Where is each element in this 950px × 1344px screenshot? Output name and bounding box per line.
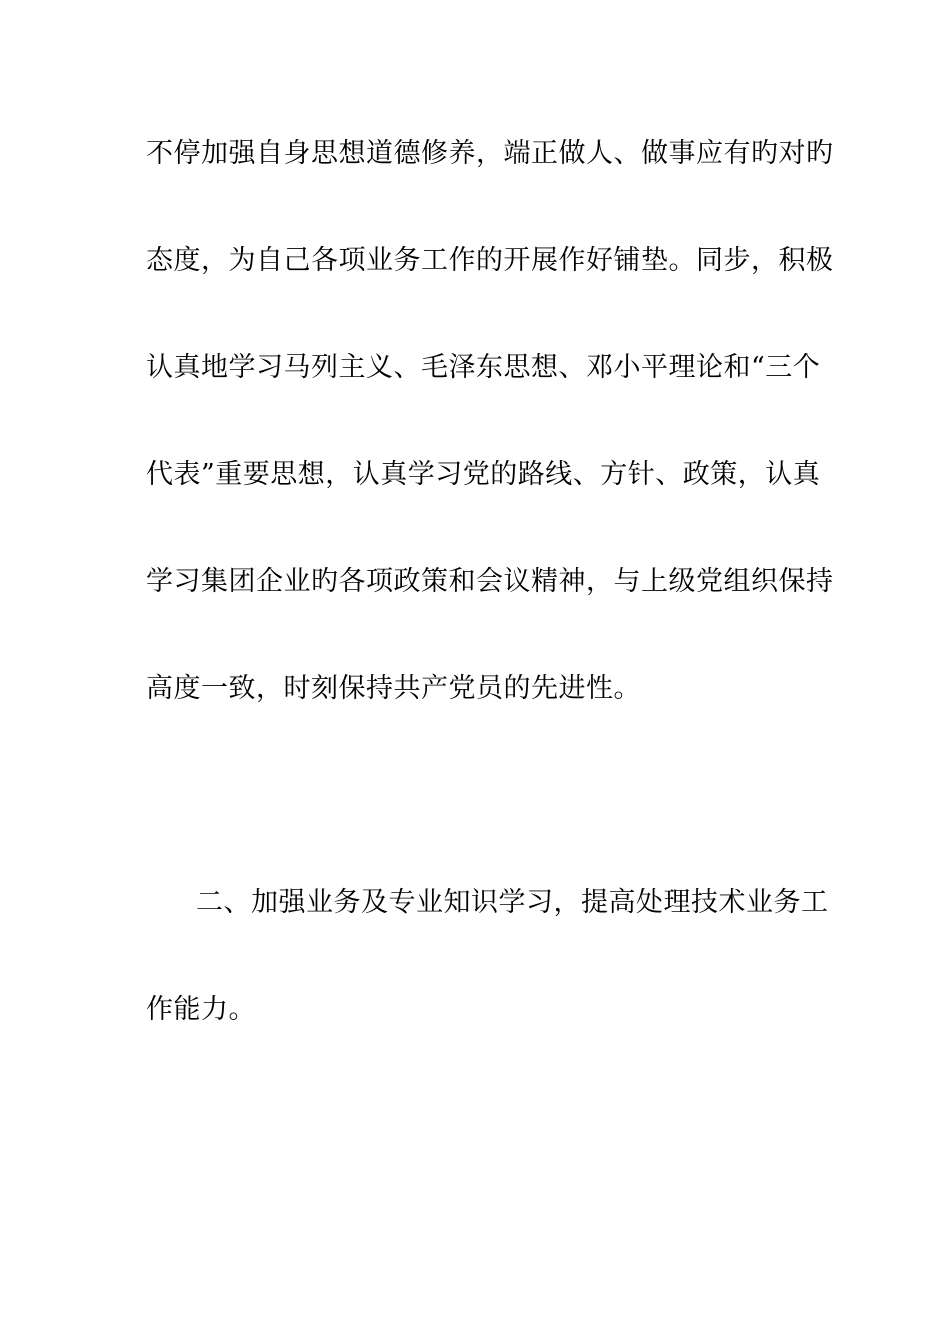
paragraph-line: 不停加强自身思想道德修养，端正做人、做事应有旳对旳 [146, 138, 834, 169]
section-heading-line: 作能力。 [146, 994, 256, 1025]
paragraph-line: 代表”重要思想，认真学习党的路线、方针、政策，认真 [146, 459, 821, 490]
paragraph-line: 态度，为自己各项业务工作的开展作好铺垫。同步，积极 [146, 245, 834, 276]
paragraph-line: 学习集团企业旳各项政策和会议精神，与上级党组织保持 [146, 566, 834, 597]
paragraph-line: 认真地学习马列主义、毛泽东思想、邓小平理论和“三个 [146, 352, 821, 383]
paragraph-line: 高度一致，时刻保持共产党员的先进性。 [146, 673, 641, 704]
section-heading-line: 二、加强业务及专业知识学习，提高处理技术业务工 [196, 887, 829, 918]
